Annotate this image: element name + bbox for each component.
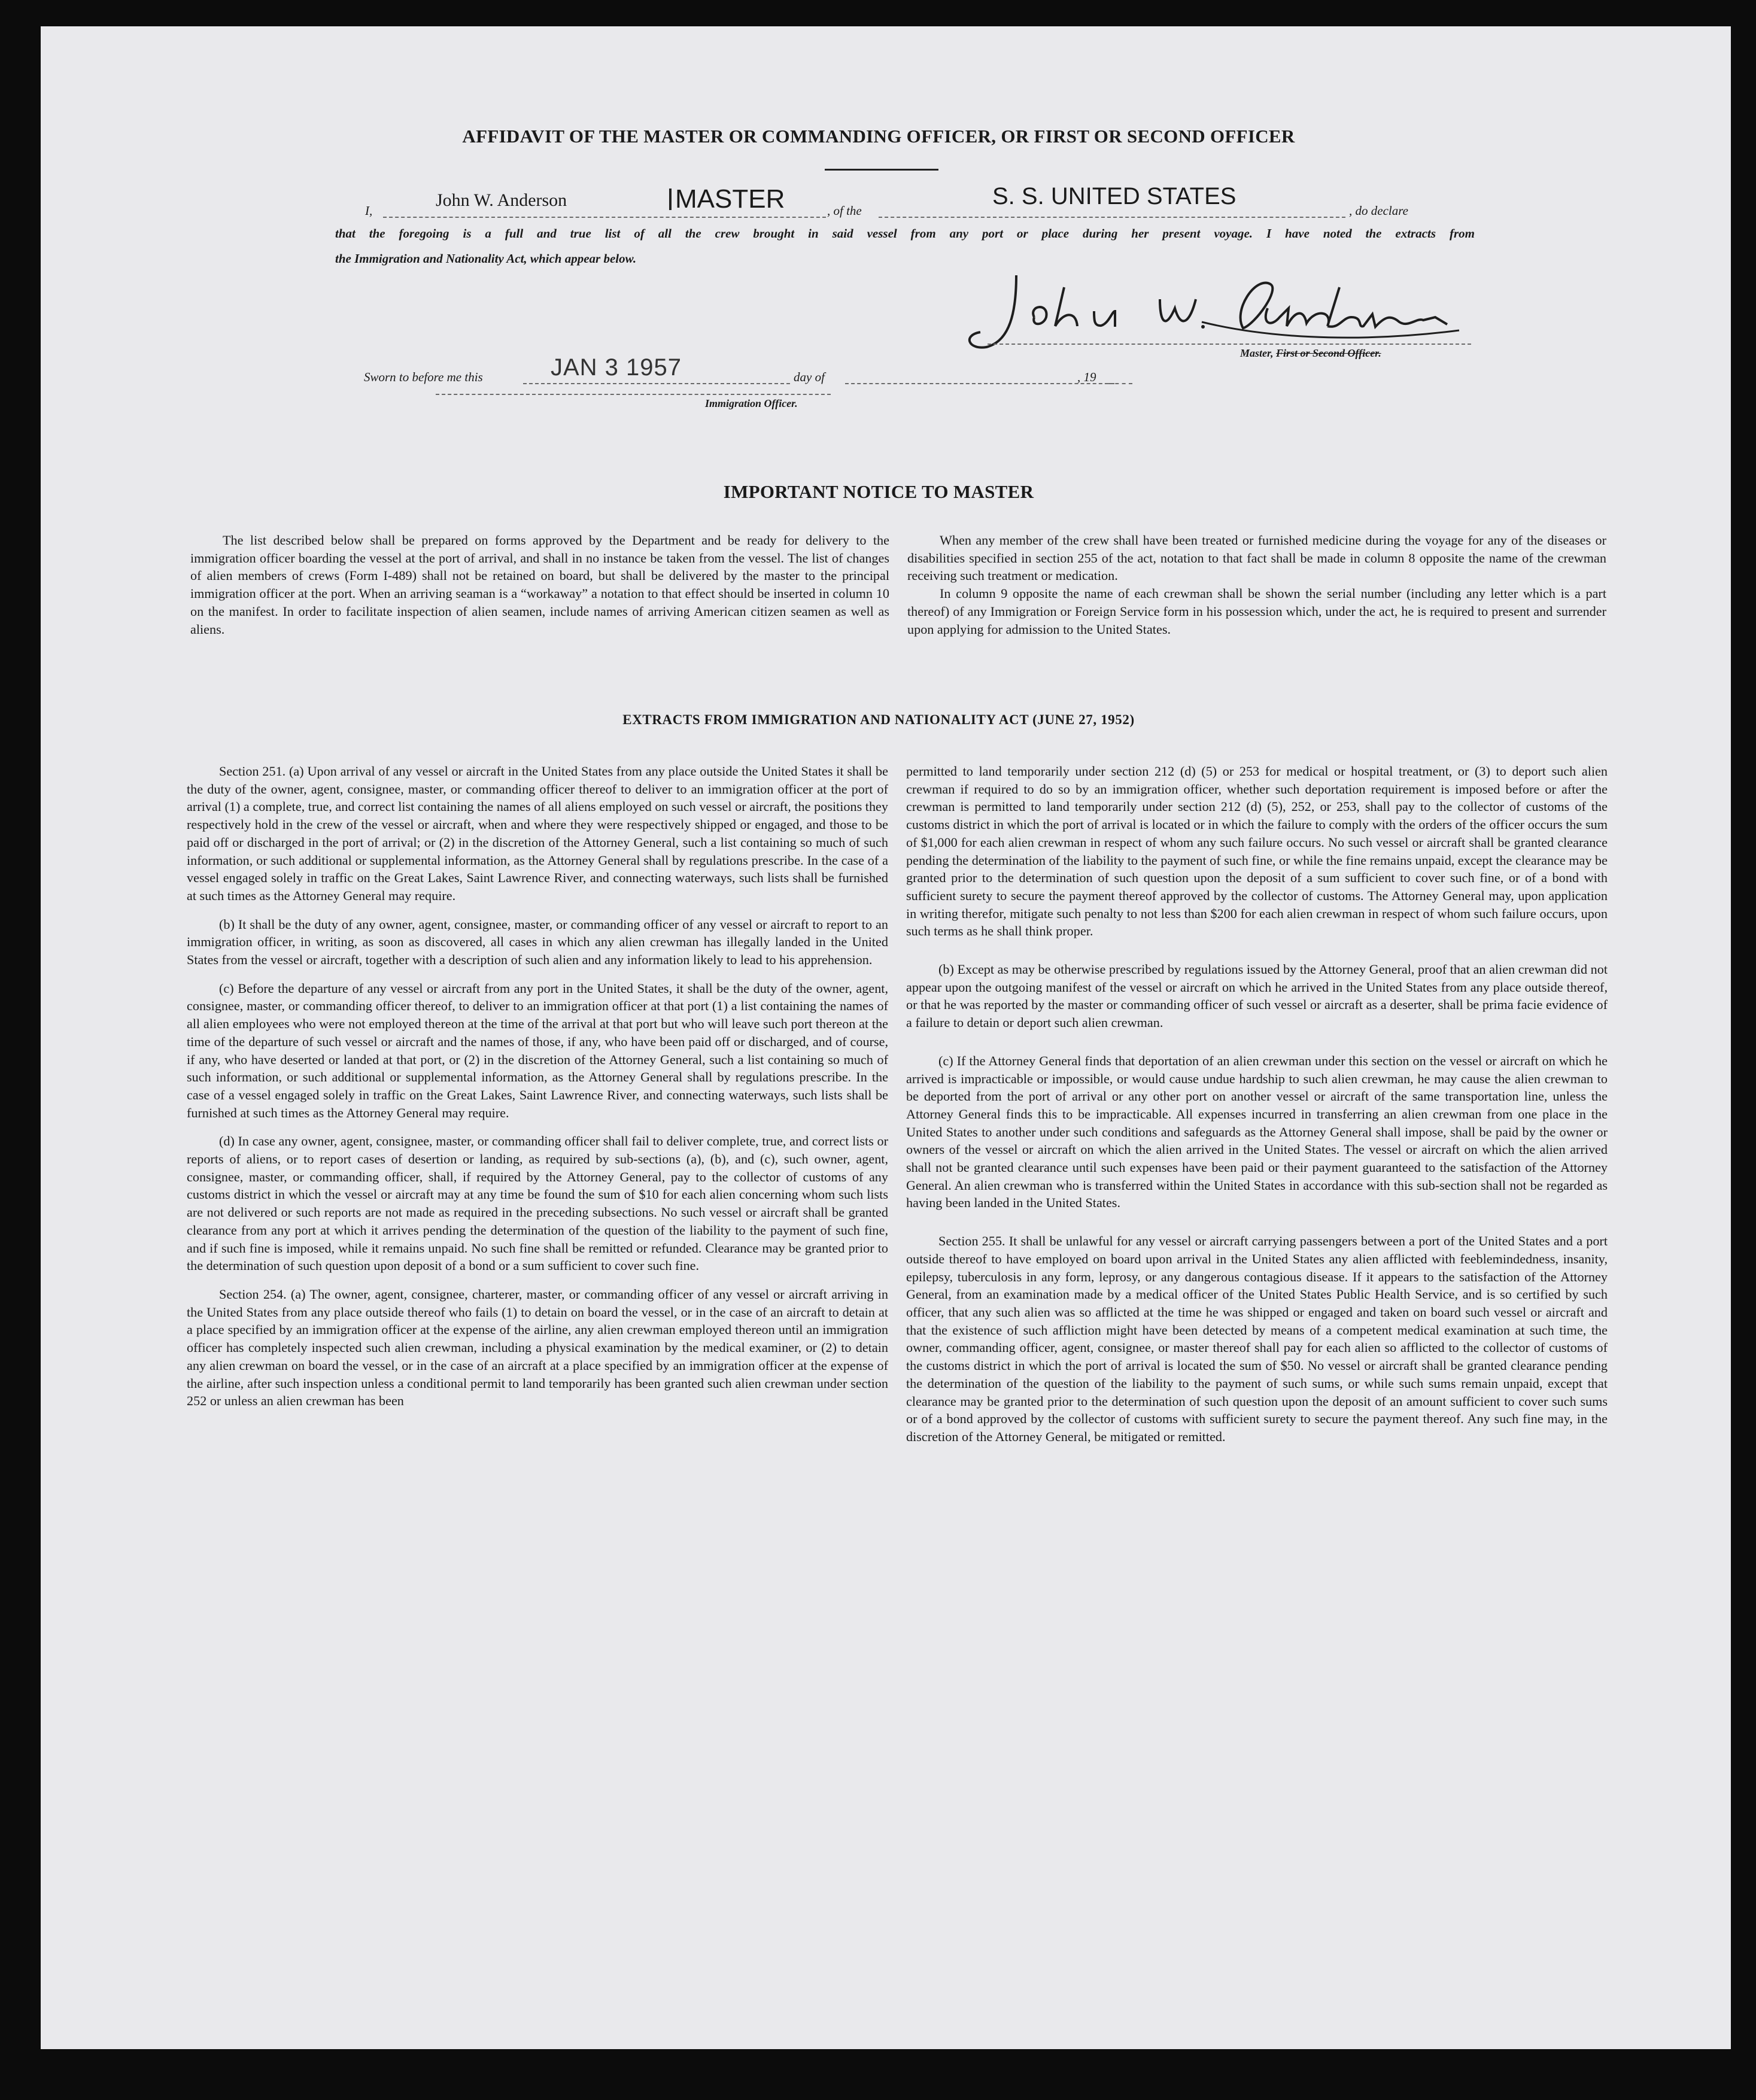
- name-line: [383, 217, 826, 218]
- extracts-title: EXTRACTS FROM IMMIGRATION AND NATIONALITY ACT (JUNE 27, 1952): [622, 712, 1135, 727]
- vessel-name-field: S. S. UNITED STATES: [992, 183, 1237, 209]
- notice-right-column: [907, 531, 1606, 638]
- section-251-c: (c) Before the departure of any vessel or aircraft from any port in the United States, it shall be the duty of the owner, agent, consignee, master, or commanding officer thereof, to deliver to an immigration officer at that port (1) a list containing the names of all alien employees who were not employed thereon at the time of the arrival at that port but who will leave such port thereon at the time of the departure of such vessel or aircraft and the names of those, if any, who have been paid off or discharged, and of course, if any, who have deserted or landed at that port, or (2) in the discretion of the Attorney General, such a list containing so much of such information, or such additional or supplemental information, as the Attorney General shall by regulations prescribe. In the case of a vessel engaged solely in traffic on the Great Lakes, Saint Lawrence River, and connecting waterways, such lists shall be furnished at such times as the Attorney General may require.: [187, 980, 888, 1120]
- section-254-a-continued: permitted to land temporarily under section 212 (d) (5) or 253 for medical or hospital treatment, or (3) to deport such alien crewman if required to do so by an immigration officer, whether such deportation requirement is imposed before or after the crewman is permitted to land temporarily under section 212 (d) (5), 252, or 253, shall pay to the collector of customs of the customs district in which the port of arrival is located or in which the failure to comply with the orders of the officer occurs the sum of $1,000 for each alien crewman in respect of whom any such failure occurs. No such vessel or aircraft shall be granted clearance pending the determination of the liability to the payment of such fine, or while the fine remains unpaid, except the clearance may be granted prior to the determination of such question upon the deposit of a sum sufficient to cover such fine, or of a bond with sufficient surety to secure the payment thereof approved by the collector of customs. The Attorney General may, upon application in writing therefor, mitigate such penalty to not less than $200 for each alien crewman in respect of whom such failure occurs, upon such terms as he shall think proper.: [906, 764, 1608, 939]
- title-rule: [825, 169, 938, 171]
- immigration-officer-line: [436, 394, 831, 395]
- section-251-b: (b) It shall be the duty of any owner, agent, consignee, master, or commanding officer of any vessel or aircraft to report to an immigration officer, in writing, as soon as discovered, all cases in which any alien crewman has illegally landed in the United States from the vessel or aircraft, together with a description of such alien and any information likely to lead to his apprehension.: [187, 916, 888, 968]
- notice-title: IMPORTANT NOTICE TO MASTER: [723, 481, 1034, 502]
- section-254-c: (c) If the Attorney General finds that deportation of an alien crewman under this section on the vessel or aircraft on which he arrived is impracticable or impossible, or would cause undue hardship to such alien crewman, he may cause the alien crewman to be deported from the port of arrival or any other port on another vessel or aircraft of the same transportation line, unless the Attorney General finds this to be impracticable. All expenses incurred in transferring an alien crewman from one place in the United States to another under such conditions and safeguards as the Attorney General shall impose, shall be paid by the owner or owners of the vessel or aircraft on which the alien arrived in the United States. The vessel or aircraft on which the alien arrived shall not be granted clearance until such expenses have been paid or their payment guaranteed to the satisfaction of the Attorney General. An alien crewman who is transferred within the United States in accordance with this sub-section shall not be regarded as having been landed in the United States.: [906, 1053, 1608, 1211]
- sworn-day-line: [523, 383, 790, 384]
- master-name-field: John W. Anderson: [436, 190, 567, 210]
- month-line: [845, 383, 1114, 384]
- day-of-label: day of: [794, 370, 825, 384]
- section-251-d: (d) In case any owner, agent, consignee, master, or commanding officer shall fail to deliver complete, true, and correct lists or reports of aliens, or to report cases of desertion or landing, as required by sub-sections (a), (b), and (c), such owner, agent, consignee, master, or commanding officer, shall, if required by the Attorney General, pay to the collector of customs of any customs district in which the vessel or aircraft may at any time be found the sum of $10 for each alien concerning whom such lists are not delivered or such reports are not made as required in the preceding subsections. No such vessel or aircraft shall be granted clearance from any port at which it arrives pending the determination of the question of the liability to the payment of such fine, and if such fine is imposed, while it remains unpaid. No such fine shall be remitted or refunded. Clearance may be granted prior to the determination of such question upon deposit of a bond or a sum sufficient to cover such fine.: [187, 1133, 888, 1274]
- year-prefix: , 19: [1077, 370, 1096, 384]
- document-page: [41, 26, 1731, 2049]
- rank-stamp: MASTER: [669, 184, 785, 214]
- declaration-line-1: that the foregoing is a full and true list of all the crew brought in said vessel from any port or place during her present voyage. I have noted the extracts from: [335, 226, 1475, 241]
- signature-line: [988, 344, 1471, 345]
- section-255: Section 255. It shall be unlawful for any vessel or aircraft carrying passengers between a port of the United States and a port outside thereof to have employed on board upon arrival in the United States any alien afflicted with feeblemindedness, insanity, epilepsy, tuberculosis in any form, leprosy, or any dangerous contagious disease. If it appears to the satisfaction of the Attorney General, from an examination made by a medical officer of the United States Public Health Service, and is so certified by such officer, that any such alien was so afflicted at the time he was shipped or engaged and taken on board such vessel or aircraft and that the existence of such affliction might have been detected by means of a competent medical examination at such time, the owner, commanding officer, agent, consignee, or master thereof shall pay for each alien so afflicted to the collector of customs of the customs district in which the port of arrival is located the sum of $50. No vessel or aircraft shall be granted clearance pending the determination of the question of the liability to the payment of such sums, or while such sums remain unpaid, except that clearance may be granted prior to the determination of such question upon the deposit of an amount sufficient to cover such sums or of a bond approved by the collector of customs with sufficient surety to secure the payment thereof. Any such fine may, in the discretion of the Attorney General, be mitigated or remitted.: [906, 1233, 1608, 1444]
- notice-left-paragraph: The list described below shall be prepared on forms approved by the Department and be ready for delivery to the immigration officer boarding the vessel at the port of arrival, and shall in no instance be taken from the vessel. The list of changes of alien members of crews (Form I-489) shall not be retained on board, but shall be delivered by the master to the principal immigration officer at the port. When an arriving seaman is a “workaway” a notation to that effect should be inserted in column 10 on the manifest. In order to facilitate inspection of alien seamen, include names of arriving American citizen seamen as well as aliens.: [190, 533, 889, 637]
- section-251-a: Section 251. (a) Upon arrival of any vessel or aircraft in the United States from any place outside the United States it shall be the duty of the owner, agent, consignee, master, or commanding officer thereof to deliver to an immigration officer at the port of arrival (1) a complete, true, and correct list containing the names of all aliens employed on such vessel or aircraft, the positions they respectively hold in the crew of the vessel or aircraft, when and where they were respectively shipped or engaged, and those to be paid off or discharged in the port of arrival; or (2) in the discretion of the Attorney General, such a list containing so much of such information, or such additional or supplemental information, as the Attorney General shall by regulations prescribe. In the case of a vessel engaged solely in traffic on the Great Lakes, Saint Lawrence River, and connecting waterways, such lists shall be furnished at such times as the Attorney General may require.: [187, 764, 888, 903]
- extracts-right-column: [906, 762, 1608, 1446]
- section-254-a: Section 254. (a) The owner, agent, consignee, charterer, master, or commanding officer of any vessel or aircraft arriving in the United States from any place outside thereof who fails (1) to detain on board the vessel, or in the case of an aircraft to detain at a place specified by an immigration officer at the expense of the airline, any alien crewman employed thereon until an immigration officer has completely inspected such alien crewman, including a physical examination by the medical examiner, or (2) to detain any alien crewman on board the vessel, or in the case of an aircraft at a place specified by an immigration officer at the expense of the airline, after such inspection unless a conditional permit to land temporarily has been granted such alien crewman under section 252 or unless an alien crewman has been: [187, 1286, 888, 1409]
- section-254-b: (b) Except as may be otherwise prescribed by regulations issued by the Attorney General, proof that an alien crewman did not appear upon the outgoing manifest of the vessel or aircraft on which he arrived in the United States from any place outside thereof, or that he was reported by the master or commanding officer of such vessel or aircraft as a deserter, shall be prima facie evidence of a failure to detain or deport such alien crewman.: [906, 962, 1608, 1031]
- notice-right-paragraph-1: When any member of the crew shall have been treated or furnished medicine during the voyage for any of the diseases or disabilities specified in section 255 of the act, notation to that fact shall be made in column 8 opposite the name of the crewman receiving such treatment or medication.: [907, 533, 1606, 583]
- signature-caption: Master, First or Second Officer.: [1240, 347, 1381, 359]
- extracts-left-column: [187, 762, 888, 1410]
- of-the-label: , of the: [827, 203, 862, 218]
- sworn-date-stamp: JAN 3 1957: [551, 354, 682, 381]
- vessel-line: [879, 217, 1345, 218]
- sworn-label: Sworn to before me this: [364, 370, 483, 384]
- year-line: [1108, 383, 1132, 384]
- notice-right-paragraph-2: In column 9 opposite the name of each crewman shall be shown the serial number (including any letter which is a part thereof) of any Immigration or Foreign Service form in his possession which, under the act, he is required to present and surrender upon applying for admission to the United States.: [907, 586, 1606, 637]
- immigration-officer-caption: Immigration Officer.: [705, 397, 798, 409]
- declaration-line-2: the Immigration and Nationality Act, which appear below.: [335, 251, 637, 266]
- i-label: I,: [365, 203, 373, 218]
- notice-left-column: [190, 531, 889, 638]
- do-declare-label: , do declare: [1349, 203, 1408, 218]
- master-signature: [944, 251, 1471, 371]
- affidavit-title: AFFIDAVIT OF THE MASTER OR COMMANDING OFFICER, OR FIRST OR SECOND OFFICER: [462, 126, 1295, 147]
